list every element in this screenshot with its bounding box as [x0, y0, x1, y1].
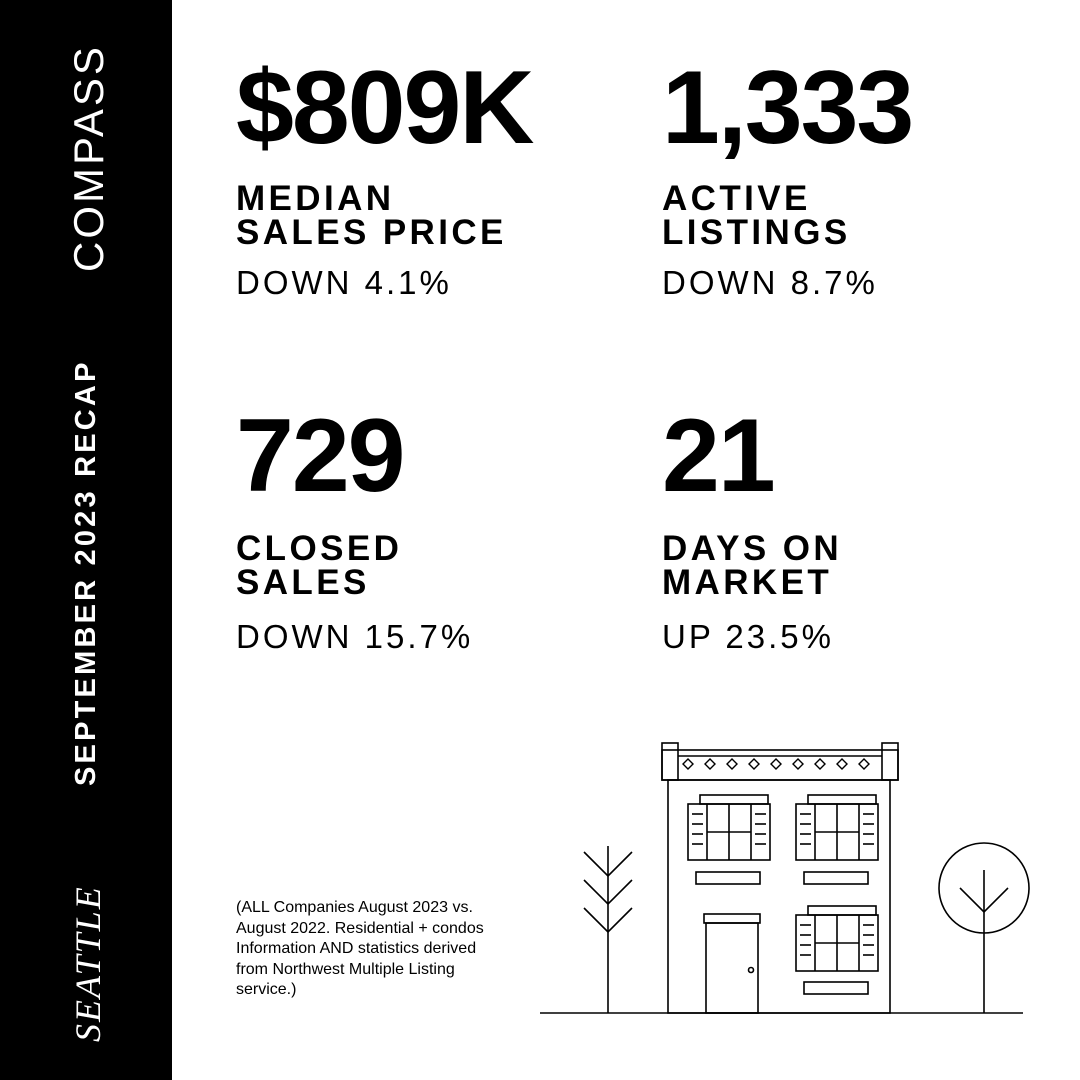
window-bottom-right [796, 906, 878, 994]
stat-value: $809K [236, 50, 533, 166]
brand-logo: COMPASS [65, 44, 112, 272]
stat-label-line2: LISTINGS [662, 213, 851, 252]
stat-change: DOWN 15.7% [236, 618, 474, 655]
stat-change: UP 23.5% [662, 618, 834, 655]
recap-title: SEPTEMBER 2023 RECAP [70, 359, 102, 786]
city-name: SEATTLE [68, 885, 108, 1042]
stat-label-line1: ACTIVE [662, 179, 811, 218]
stat-change: DOWN 8.7% [662, 264, 878, 301]
footnote-source: (ALL Companies August 2023 vs. August 2022. Residential + condos Information AND statistics derived from Northwest Multiple Listing service.) [236, 899, 484, 998]
stat-median-sales-price [236, 50, 533, 301]
stat-label [236, 179, 532, 252]
window-top-left [688, 795, 770, 884]
stat-label-line2: SALES [236, 563, 370, 602]
stat-days-on-market [662, 398, 843, 655]
stat-change: DOWN 4.1% [236, 264, 452, 301]
pine-tree-icon [584, 846, 632, 1013]
stat-label-line1: CLOSED [236, 529, 403, 568]
door-icon [704, 914, 760, 1013]
stat-value: 729 [236, 398, 404, 514]
house-icon [662, 743, 898, 1013]
sidebar [0, 0, 172, 1080]
stat-label-line1: DAYS ON [662, 529, 843, 568]
window-top-right [796, 795, 878, 884]
stat-label-line2: SALES PRICE [236, 213, 507, 252]
stat-label-line1: MEDIAN [236, 179, 395, 218]
stat-label [662, 529, 843, 602]
stat-value: 1,333 [662, 50, 913, 166]
stat-label [236, 529, 473, 602]
stat-active-listings [662, 50, 913, 301]
stat-label-line2: MARKET [662, 563, 833, 602]
house-illustration [538, 738, 1038, 1020]
stat-label [662, 179, 912, 252]
stat-closed-sales [236, 398, 474, 655]
round-tree-icon [939, 843, 1029, 1013]
stat-value: 21 [662, 398, 774, 514]
